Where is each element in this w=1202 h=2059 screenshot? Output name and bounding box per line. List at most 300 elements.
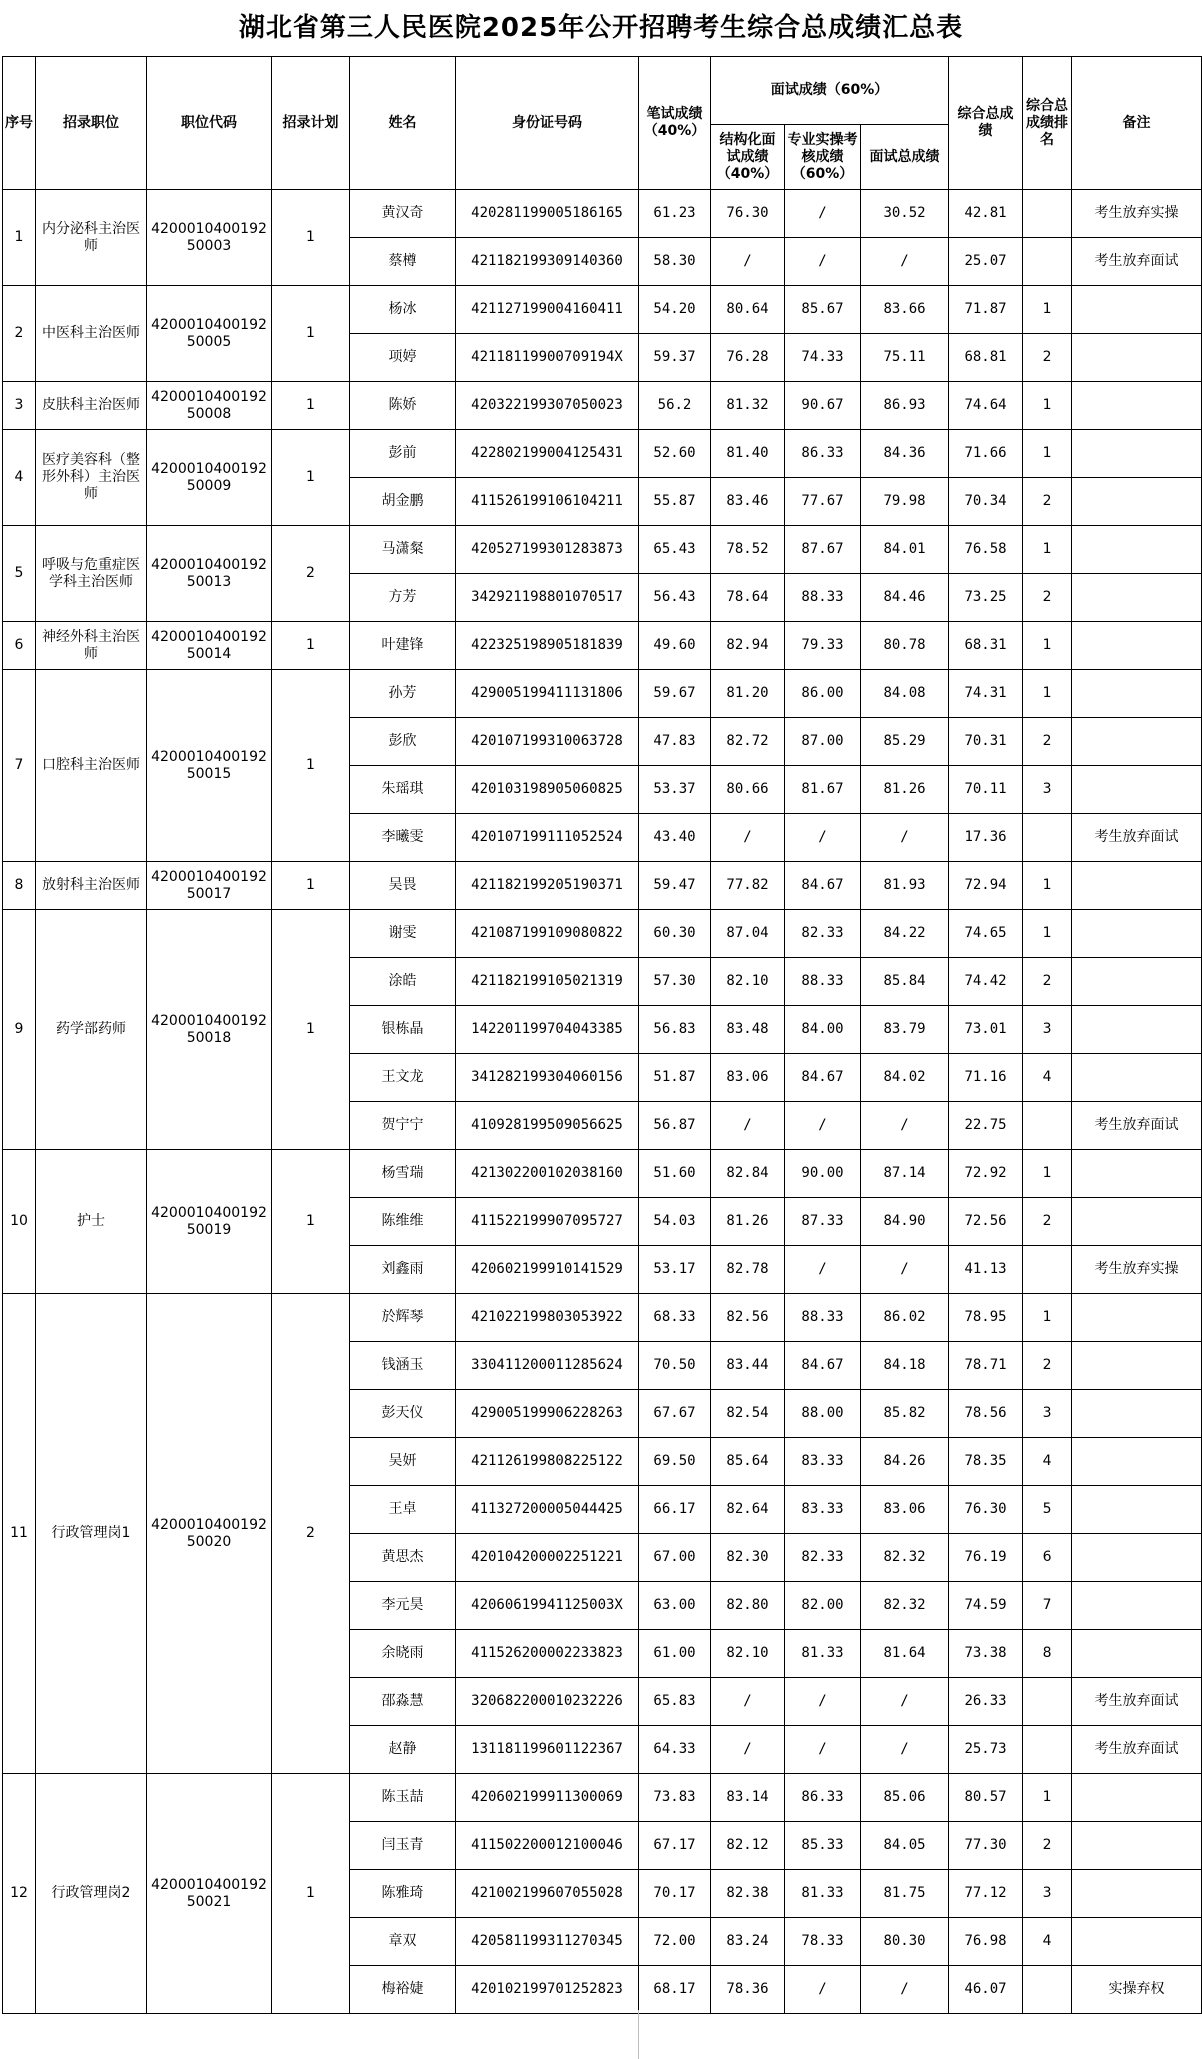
cell-total: 74.42 (949, 958, 1023, 1006)
cell-seq: 5 (3, 526, 36, 622)
cell-interview-total: 84.05 (861, 1822, 949, 1870)
cell-id: 421302200102038160 (456, 1150, 639, 1198)
cell-rank (1023, 1246, 1072, 1294)
cell-interview-total: 84.46 (861, 574, 949, 622)
cell-id: 422325198905181839 (456, 622, 639, 670)
cell-remark (1072, 1342, 1202, 1390)
cell-written: 67.17 (639, 1822, 711, 1870)
cell-id: 42060619941125003X (456, 1582, 639, 1630)
cell-structured: 76.30 (711, 190, 785, 238)
cell-name: 余晓雨 (350, 1630, 456, 1678)
cell-structured: 85.64 (711, 1438, 785, 1486)
cell-position: 放射科主治医师 (36, 862, 147, 910)
cell-total: 80.57 (949, 1774, 1023, 1822)
table-row (3, 862, 1202, 910)
cell-position: 药学部药师 (36, 910, 147, 1150)
cell-interview-total: 85.84 (861, 958, 949, 1006)
cell-practical: 74.33 (785, 334, 861, 382)
table-body (3, 190, 1202, 2014)
cell-structured: 83.14 (711, 1774, 785, 1822)
cell-position: 行政管理岗1 (36, 1294, 147, 1774)
header-position: 招录职位 (36, 57, 147, 190)
cell-structured: 82.10 (711, 958, 785, 1006)
cell-rank: 1 (1023, 910, 1072, 958)
cell-total: 73.01 (949, 1006, 1023, 1054)
cell-remark: 考生放弃面试 (1072, 814, 1202, 862)
cell-structured: 81.26 (711, 1198, 785, 1246)
cell-name: 胡金鹏 (350, 478, 456, 526)
cell-written: 69.50 (639, 1438, 711, 1486)
cell-written: 49.60 (639, 622, 711, 670)
cell-interview-total: 30.52 (861, 190, 949, 238)
cell-rank: 3 (1023, 1870, 1072, 1918)
cell-interview-total: 86.02 (861, 1294, 949, 1342)
cell-code: 420001040019250003 (147, 190, 272, 286)
cell-name: 马潇粲 (350, 526, 456, 574)
cell-rank (1023, 1102, 1072, 1150)
cell-interview-total: 80.30 (861, 1918, 949, 1966)
cell-position: 神经外科主治医师 (36, 622, 147, 670)
cell-rank (1023, 1726, 1072, 1774)
cell-rank: 6 (1023, 1534, 1072, 1582)
cell-structured: 77.82 (711, 862, 785, 910)
cell-written: 67.00 (639, 1534, 711, 1582)
cell-remark (1072, 526, 1202, 574)
cell-total: 68.31 (949, 622, 1023, 670)
cell-total: 70.34 (949, 478, 1023, 526)
cell-name: 闫玉青 (350, 1822, 456, 1870)
cell-written: 65.83 (639, 1678, 711, 1726)
cell-id: 411522199907095727 (456, 1198, 639, 1246)
cell-practical: 86.00 (785, 670, 861, 718)
cell-total: 42.81 (949, 190, 1023, 238)
cell-name: 章双 (350, 1918, 456, 1966)
cell-total: 73.25 (949, 574, 1023, 622)
cell-code: 420001040019250017 (147, 862, 272, 910)
cell-written: 52.60 (639, 430, 711, 478)
cell-written: 59.47 (639, 862, 711, 910)
cell-name: 王卓 (350, 1486, 456, 1534)
cell-name: 赵静 (350, 1726, 456, 1774)
cell-rank: 3 (1023, 1390, 1072, 1438)
cell-practical: 77.67 (785, 478, 861, 526)
cell-practical: 88.33 (785, 1294, 861, 1342)
cell-remark (1072, 1486, 1202, 1534)
cell-interview-total: 81.26 (861, 766, 949, 814)
header-code: 职位代码 (147, 57, 272, 190)
cell-structured: / (711, 238, 785, 286)
cell-remark: 考生放弃面试 (1072, 1726, 1202, 1774)
cell-practical: 88.33 (785, 958, 861, 1006)
cell-structured: / (711, 1102, 785, 1150)
cell-code: 420001040019250015 (147, 670, 272, 862)
cell-rank: 1 (1023, 526, 1072, 574)
cell-seq: 11 (3, 1294, 36, 1774)
cell-remark (1072, 574, 1202, 622)
cell-rank: 2 (1023, 958, 1072, 1006)
cell-total: 78.95 (949, 1294, 1023, 1342)
score-table (2, 56, 1202, 2014)
cell-interview-total: 86.93 (861, 382, 949, 430)
cell-name: 李曦雯 (350, 814, 456, 862)
cell-rank (1023, 190, 1072, 238)
cell-interview-total: 82.32 (861, 1534, 949, 1582)
cell-structured: 78.52 (711, 526, 785, 574)
cell-id: 420107199310063728 (456, 718, 639, 766)
cell-total: 77.30 (949, 1822, 1023, 1870)
table-row (3, 430, 1202, 478)
cell-structured: 83.46 (711, 478, 785, 526)
header-remark: 备注 (1072, 57, 1202, 190)
cell-practical: 82.33 (785, 1534, 861, 1582)
cell-remark (1072, 1630, 1202, 1678)
cell-id: 420281199005186165 (456, 190, 639, 238)
cell-id: 429005199411131806 (456, 670, 639, 718)
cell-rank: 7 (1023, 1582, 1072, 1630)
cell-total: 76.58 (949, 526, 1023, 574)
cell-id: 420581199311270345 (456, 1918, 639, 1966)
cell-rank: 2 (1023, 1822, 1072, 1870)
cell-written: 53.37 (639, 766, 711, 814)
cell-name: 吴畏 (350, 862, 456, 910)
cell-interview-total: 79.98 (861, 478, 949, 526)
cell-remark (1072, 286, 1202, 334)
cell-total: 74.59 (949, 1582, 1023, 1630)
cell-plan: 1 (272, 1774, 350, 2014)
cell-remark (1072, 478, 1202, 526)
cell-interview-total: 84.18 (861, 1342, 949, 1390)
cell-written: 73.83 (639, 1774, 711, 1822)
cell-interview-total: 81.75 (861, 1870, 949, 1918)
cell-structured: 82.84 (711, 1150, 785, 1198)
cell-code: 420001040019250005 (147, 286, 272, 382)
cell-structured: / (711, 1678, 785, 1726)
cell-rank: 4 (1023, 1054, 1072, 1102)
cell-id: 411502200012100046 (456, 1822, 639, 1870)
cell-code: 420001040019250008 (147, 382, 272, 430)
header-total: 综合总成绩 (949, 57, 1023, 190)
cell-id: 420322199307050023 (456, 382, 639, 430)
cell-seq: 6 (3, 622, 36, 670)
cell-name: 钱涵玉 (350, 1342, 456, 1390)
cell-name: 彭前 (350, 430, 456, 478)
cell-structured: 78.36 (711, 1966, 785, 2014)
table-row (3, 622, 1202, 670)
cell-interview-total: / (861, 814, 949, 862)
cell-plan: 1 (272, 1150, 350, 1294)
cell-practical: 84.00 (785, 1006, 861, 1054)
cell-id: 42118119900709194X (456, 334, 639, 382)
cell-id: 422802199004125431 (456, 430, 639, 478)
cell-remark (1072, 1006, 1202, 1054)
cell-rank: 4 (1023, 1438, 1072, 1486)
cell-rank: 3 (1023, 1006, 1072, 1054)
cell-remark (1072, 1774, 1202, 1822)
cell-rank: 1 (1023, 1774, 1072, 1822)
cell-code: 420001040019250018 (147, 910, 272, 1150)
cell-remark (1072, 622, 1202, 670)
cell-id: 320682200010232226 (456, 1678, 639, 1726)
cell-rank: 5 (1023, 1486, 1072, 1534)
cell-written: 70.50 (639, 1342, 711, 1390)
cell-interview-total: 84.01 (861, 526, 949, 574)
cell-name: 方芳 (350, 574, 456, 622)
cell-structured: 80.64 (711, 286, 785, 334)
cell-written: 59.37 (639, 334, 711, 382)
cell-id: 342921198801070517 (456, 574, 639, 622)
cell-structured: 82.38 (711, 1870, 785, 1918)
cell-structured: 82.54 (711, 1390, 785, 1438)
cell-seq: 12 (3, 1774, 36, 2014)
cell-id: 421182199309140360 (456, 238, 639, 286)
cell-total: 72.92 (949, 1150, 1023, 1198)
cell-name: 黄思杰 (350, 1534, 456, 1582)
cell-total: 76.98 (949, 1918, 1023, 1966)
cell-plan: 1 (272, 670, 350, 862)
table-row (3, 910, 1202, 958)
cell-remark: 考生放弃实操 (1072, 190, 1202, 238)
cell-structured: 82.80 (711, 1582, 785, 1630)
cell-position: 医疗美容科（整形外科）主治医师 (36, 430, 147, 526)
cell-interview-total: 85.29 (861, 718, 949, 766)
cell-position: 中医科主治医师 (36, 286, 147, 382)
cell-name: 孙芳 (350, 670, 456, 718)
cell-practical: 78.33 (785, 1918, 861, 1966)
cell-rank: 1 (1023, 862, 1072, 910)
table-row (3, 286, 1202, 334)
cell-id: 421126199808225122 (456, 1438, 639, 1486)
cell-interview-total: / (861, 1726, 949, 1774)
cell-name: 李元昊 (350, 1582, 456, 1630)
cell-rank (1023, 238, 1072, 286)
cell-name: 刘鑫雨 (350, 1246, 456, 1294)
cell-plan: 1 (272, 622, 350, 670)
cell-total: 46.07 (949, 1966, 1023, 2014)
cell-practical: / (785, 1966, 861, 2014)
cell-remark (1072, 910, 1202, 958)
cell-plan: 2 (272, 526, 350, 622)
cell-name: 彭天仪 (350, 1390, 456, 1438)
cell-interview-total: 81.64 (861, 1630, 949, 1678)
cell-name: 黄汉奇 (350, 190, 456, 238)
cell-rank (1023, 1678, 1072, 1726)
cell-interview-total: 84.36 (861, 430, 949, 478)
cell-id: 421127199004160411 (456, 286, 639, 334)
cell-id: 421182199105021319 (456, 958, 639, 1006)
cell-name: 彭欣 (350, 718, 456, 766)
cell-practical: / (785, 1246, 861, 1294)
cell-seq: 3 (3, 382, 36, 430)
cell-practical: 84.67 (785, 862, 861, 910)
cell-remark (1072, 1534, 1202, 1582)
cell-name: 叶建锋 (350, 622, 456, 670)
cell-plan: 1 (272, 190, 350, 286)
cell-rank: 1 (1023, 382, 1072, 430)
cell-structured: 83.48 (711, 1006, 785, 1054)
cell-rank: 2 (1023, 718, 1072, 766)
cell-total: 72.94 (949, 862, 1023, 910)
cell-interview-total: / (861, 1678, 949, 1726)
cell-practical: 87.00 (785, 718, 861, 766)
cell-structured: / (711, 814, 785, 862)
cell-written: 72.00 (639, 1918, 711, 1966)
cell-total: 71.16 (949, 1054, 1023, 1102)
cell-structured: 83.06 (711, 1054, 785, 1102)
header-rank: 综合总成绩排名 (1023, 57, 1072, 190)
cell-practical: / (785, 1726, 861, 1774)
cell-remark (1072, 1438, 1202, 1486)
cell-written: 56.87 (639, 1102, 711, 1150)
cell-written: 56.2 (639, 382, 711, 430)
header-practical: 专业实操考核成绩（60%） (785, 125, 861, 190)
cell-written: 57.30 (639, 958, 711, 1006)
cell-written: 68.33 (639, 1294, 711, 1342)
cell-id: 411327200005044425 (456, 1486, 639, 1534)
cell-id: 131181199601122367 (456, 1726, 639, 1774)
cell-name: 王文龙 (350, 1054, 456, 1102)
cell-total: 78.56 (949, 1390, 1023, 1438)
cell-id: 420602199911300069 (456, 1774, 639, 1822)
cell-id: 420602199910141529 (456, 1246, 639, 1294)
table-row (3, 1150, 1202, 1198)
cell-rank: 2 (1023, 574, 1072, 622)
cell-name: 项婷 (350, 334, 456, 382)
cell-interview-total: 85.82 (861, 1390, 949, 1438)
cell-written: 66.17 (639, 1486, 711, 1534)
cell-rank: 1 (1023, 430, 1072, 478)
cell-written: 56.83 (639, 1006, 711, 1054)
cell-remark (1072, 1198, 1202, 1246)
cell-id: 142201199704043385 (456, 1006, 639, 1054)
cell-seq: 10 (3, 1150, 36, 1294)
cell-seq: 2 (3, 286, 36, 382)
cell-id: 341282199304060156 (456, 1054, 639, 1102)
cell-interview-total: 84.90 (861, 1198, 949, 1246)
cell-total: 70.11 (949, 766, 1023, 814)
cell-rank: 4 (1023, 1918, 1072, 1966)
cell-plan: 1 (272, 910, 350, 1150)
cell-remark (1072, 1150, 1202, 1198)
cell-remark: 实操弃权 (1072, 1966, 1202, 2014)
cell-id: 411526199106104211 (456, 478, 639, 526)
cell-written: 65.43 (639, 526, 711, 574)
cell-position: 行政管理岗2 (36, 1774, 147, 2014)
cell-remark (1072, 334, 1202, 382)
cell-practical: 82.33 (785, 910, 861, 958)
cell-written: 60.30 (639, 910, 711, 958)
cell-id: 421182199205190371 (456, 862, 639, 910)
cell-plan: 1 (272, 430, 350, 526)
cell-total: 25.07 (949, 238, 1023, 286)
cell-plan: 2 (272, 1294, 350, 1774)
sheet-gridline (638, 2010, 639, 2059)
cell-structured: 82.56 (711, 1294, 785, 1342)
cell-seq: 9 (3, 910, 36, 1150)
cell-code: 420001040019250019 (147, 1150, 272, 1294)
cell-practical: 81.33 (785, 1870, 861, 1918)
cell-written: 59.67 (639, 670, 711, 718)
header-written: 笔试成绩（40%） (639, 57, 711, 190)
cell-name: 谢雯 (350, 910, 456, 958)
header-name: 姓名 (350, 57, 456, 190)
table-row (3, 1294, 1202, 1342)
cell-remark (1072, 862, 1202, 910)
cell-total: 74.64 (949, 382, 1023, 430)
cell-practical: 81.67 (785, 766, 861, 814)
cell-written: 56.43 (639, 574, 711, 622)
cell-total: 71.87 (949, 286, 1023, 334)
cell-total: 26.33 (949, 1678, 1023, 1726)
cell-code: 420001040019250014 (147, 622, 272, 670)
cell-name: 涂皓 (350, 958, 456, 1006)
cell-practical: 85.33 (785, 1822, 861, 1870)
cell-structured: 76.28 (711, 334, 785, 382)
cell-id: 420107199111052524 (456, 814, 639, 862)
cell-remark (1072, 430, 1202, 478)
cell-plan: 1 (272, 286, 350, 382)
cell-interview-total: 80.78 (861, 622, 949, 670)
cell-practical: 86.33 (785, 1774, 861, 1822)
cell-practical: 83.33 (785, 1438, 861, 1486)
cell-id: 420527199301283873 (456, 526, 639, 574)
cell-rank: 2 (1023, 478, 1072, 526)
cell-remark: 考生放弃面试 (1072, 1678, 1202, 1726)
cell-written: 61.00 (639, 1630, 711, 1678)
cell-total: 76.19 (949, 1534, 1023, 1582)
cell-total: 74.65 (949, 910, 1023, 958)
cell-written: 47.83 (639, 718, 711, 766)
cell-structured: 78.64 (711, 574, 785, 622)
cell-written: 61.23 (639, 190, 711, 238)
cell-plan: 1 (272, 862, 350, 910)
table-row (3, 526, 1202, 574)
cell-practical: 84.67 (785, 1054, 861, 1102)
table-row (3, 670, 1202, 718)
cell-remark (1072, 1054, 1202, 1102)
cell-name: 蔡樽 (350, 238, 456, 286)
cell-written: 53.17 (639, 1246, 711, 1294)
cell-interview-total: 84.02 (861, 1054, 949, 1102)
cell-practical: 81.33 (785, 1630, 861, 1678)
header-interview-total: 面试总成绩 (861, 125, 949, 190)
cell-rank: 2 (1023, 1198, 1072, 1246)
cell-id: 421022199803053922 (456, 1294, 639, 1342)
cell-total: 78.71 (949, 1342, 1023, 1390)
cell-rank: 1 (1023, 1150, 1072, 1198)
cell-structured: 80.66 (711, 766, 785, 814)
cell-position: 呼吸与危重症医学科主治医师 (36, 526, 147, 622)
cell-interview-total: 82.32 (861, 1582, 949, 1630)
cell-code: 420001040019250021 (147, 1774, 272, 2014)
table-row (3, 190, 1202, 238)
cell-remark (1072, 766, 1202, 814)
cell-remark (1072, 1582, 1202, 1630)
cell-remark: 考生放弃实操 (1072, 1246, 1202, 1294)
cell-id: 420104200002251221 (456, 1534, 639, 1582)
cell-seq: 7 (3, 670, 36, 862)
cell-seq: 1 (3, 190, 36, 286)
cell-structured: 81.40 (711, 430, 785, 478)
cell-name: 贺宁宁 (350, 1102, 456, 1150)
cell-id: 411526200002233823 (456, 1630, 639, 1678)
cell-structured: 82.94 (711, 622, 785, 670)
cell-total: 22.75 (949, 1102, 1023, 1150)
cell-remark: 考生放弃面试 (1072, 238, 1202, 286)
cell-name: 陈维维 (350, 1198, 456, 1246)
cell-remark (1072, 382, 1202, 430)
cell-written: 54.03 (639, 1198, 711, 1246)
cell-total: 70.31 (949, 718, 1023, 766)
